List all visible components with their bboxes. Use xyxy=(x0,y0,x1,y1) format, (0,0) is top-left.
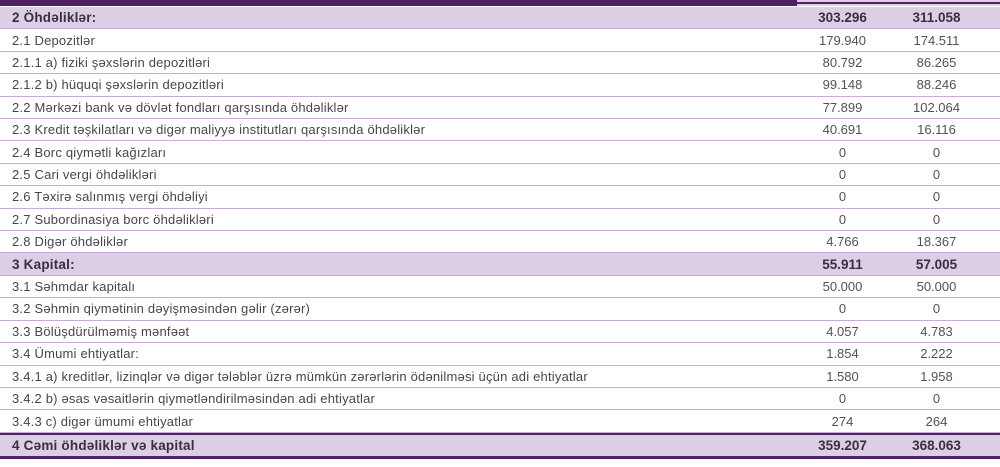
row-label: 2.7 Subordinasiya borc öhdəlikləri xyxy=(12,211,214,227)
row-value-col1: 359.207 xyxy=(818,437,867,453)
row-value-col2: 368.063 xyxy=(912,437,961,453)
row-value-col2: 0 xyxy=(932,301,941,317)
table-row xyxy=(0,343,1000,365)
row-value-col1: 0 xyxy=(838,167,847,183)
table-row xyxy=(0,7,1000,29)
cropped-previous-row-dark-cell xyxy=(0,0,797,6)
row-value-col1: 0 xyxy=(838,144,847,160)
row-label: 2.2 Mərkəzi bank və dövlət fondları qarşısında öhdəliklər xyxy=(12,99,349,115)
table-row xyxy=(0,119,1000,141)
row-label: 2.4 Borc qiymətli kağızları xyxy=(12,144,167,160)
row-value-col2: 0 xyxy=(932,211,941,227)
row-label: 3.2 Səhmin qiymətinin dəyişməsindən gəlir (zərər) xyxy=(12,301,311,317)
row-value-col1: 80.792 xyxy=(822,55,863,71)
row-value-col1: 99.148 xyxy=(822,77,863,93)
row-value-col2: 0 xyxy=(932,144,941,160)
row-label: 4 Cəmi öhdəliklər və kapital xyxy=(12,437,195,453)
row-value-col2: 0 xyxy=(932,391,941,407)
row-value-col1: 0 xyxy=(838,211,847,227)
row-label: 2.6 Təxirə salınmış vergi öhdəliyi xyxy=(12,189,208,205)
row-label: 3.4.2 b) əsas vəsaitlərin qiymətləndirilməsindən adi ehtiyatlar xyxy=(12,391,376,407)
row-value-col2: 50.000 xyxy=(916,279,957,295)
table-row xyxy=(0,388,1000,410)
table-row xyxy=(0,321,1000,343)
table-row xyxy=(0,433,1000,459)
table-row xyxy=(0,97,1000,119)
row-value-col2: 102.064 xyxy=(913,99,960,115)
table-body xyxy=(0,7,1000,459)
row-value-col2: 18.367 xyxy=(916,234,957,250)
row-label: 3.4.3 c) digər ümumi ehtiyatlar xyxy=(12,413,194,429)
table-row xyxy=(0,29,1000,51)
table-row xyxy=(0,209,1000,231)
row-label: 2.1.2 b) hüquqi şəxslərin depozitləri xyxy=(12,77,224,93)
row-label: 2 Öhdəliklər: xyxy=(12,10,97,26)
row-value-col2: 264 xyxy=(925,413,948,429)
row-value-col2: 0 xyxy=(932,167,941,183)
row-label: 3.4 Ümumi ehtiyatlar: xyxy=(12,346,140,362)
row-value-col2: 0 xyxy=(932,189,941,205)
row-label: 3.1 Səhmdar kapitalı xyxy=(12,279,136,295)
row-value-col2: 311.058 xyxy=(912,10,961,26)
table-row xyxy=(0,253,1000,275)
table-row xyxy=(0,298,1000,320)
row-label: 2.3 Kredit təşkilatları və digər maliyyə institutları qarşısında öhdəliklər xyxy=(12,122,426,138)
table-row xyxy=(0,186,1000,208)
row-value-col1: 0 xyxy=(838,301,847,317)
row-value-col1: 303.296 xyxy=(818,10,867,26)
table-row xyxy=(0,366,1000,388)
row-label: 2.1 Depozitlər xyxy=(12,32,96,48)
table-row xyxy=(0,52,1000,74)
row-value-col2: 57.005 xyxy=(915,256,958,272)
row-label: 2.8 Digər öhdəliklər xyxy=(12,234,129,250)
row-value-col2: 174.511 xyxy=(913,32,960,48)
row-value-col2: 2.222 xyxy=(920,346,953,362)
row-label: 3 Kapital: xyxy=(12,256,75,272)
row-value-col1: 1.854 xyxy=(826,346,859,362)
cropped-previous-row xyxy=(0,0,1000,6)
table-row xyxy=(0,276,1000,298)
row-value-col2: 1.958 xyxy=(920,368,953,384)
row-value-col1: 55.911 xyxy=(822,256,863,272)
table-row xyxy=(0,164,1000,186)
cropped-previous-row-border xyxy=(797,2,1000,4)
table-row xyxy=(0,141,1000,163)
row-value-col1: 0 xyxy=(838,189,847,205)
row-value-col2: 4.783 xyxy=(920,323,953,339)
row-value-col1: 179.940 xyxy=(819,32,866,48)
row-value-col1: 0 xyxy=(838,391,847,407)
row-value-col2: 88.246 xyxy=(916,77,957,93)
table-row xyxy=(0,231,1000,253)
row-value-col2: 16.116 xyxy=(917,122,956,138)
row-label: 2.5 Cari vergi öhdəlikləri xyxy=(12,167,157,183)
row-label: 3.4.1 a) kreditlər, lizinqlər və digər tələblər üzrə mümkün zərərlərin ödənilməsi üçün adi ehtiyatlar xyxy=(12,368,588,384)
row-value-col1: 4.766 xyxy=(826,234,859,250)
row-value-col2: 86.265 xyxy=(916,55,957,71)
row-value-col1: 4.057 xyxy=(826,323,859,339)
row-value-col1: 274 xyxy=(831,413,854,429)
row-value-col1: 77.899 xyxy=(822,99,863,115)
table-row xyxy=(0,410,1000,432)
row-label: 2.1.1 a) fiziki şəxslərin depozitləri xyxy=(12,55,211,71)
table-row xyxy=(0,74,1000,96)
row-value-col1: 50.000 xyxy=(822,279,863,295)
row-value-col1: 1.580 xyxy=(826,368,859,384)
row-value-col1: 40.691 xyxy=(822,122,863,138)
row-label: 3.3 Bölüşdürülməmiş mənfəət xyxy=(12,323,190,339)
